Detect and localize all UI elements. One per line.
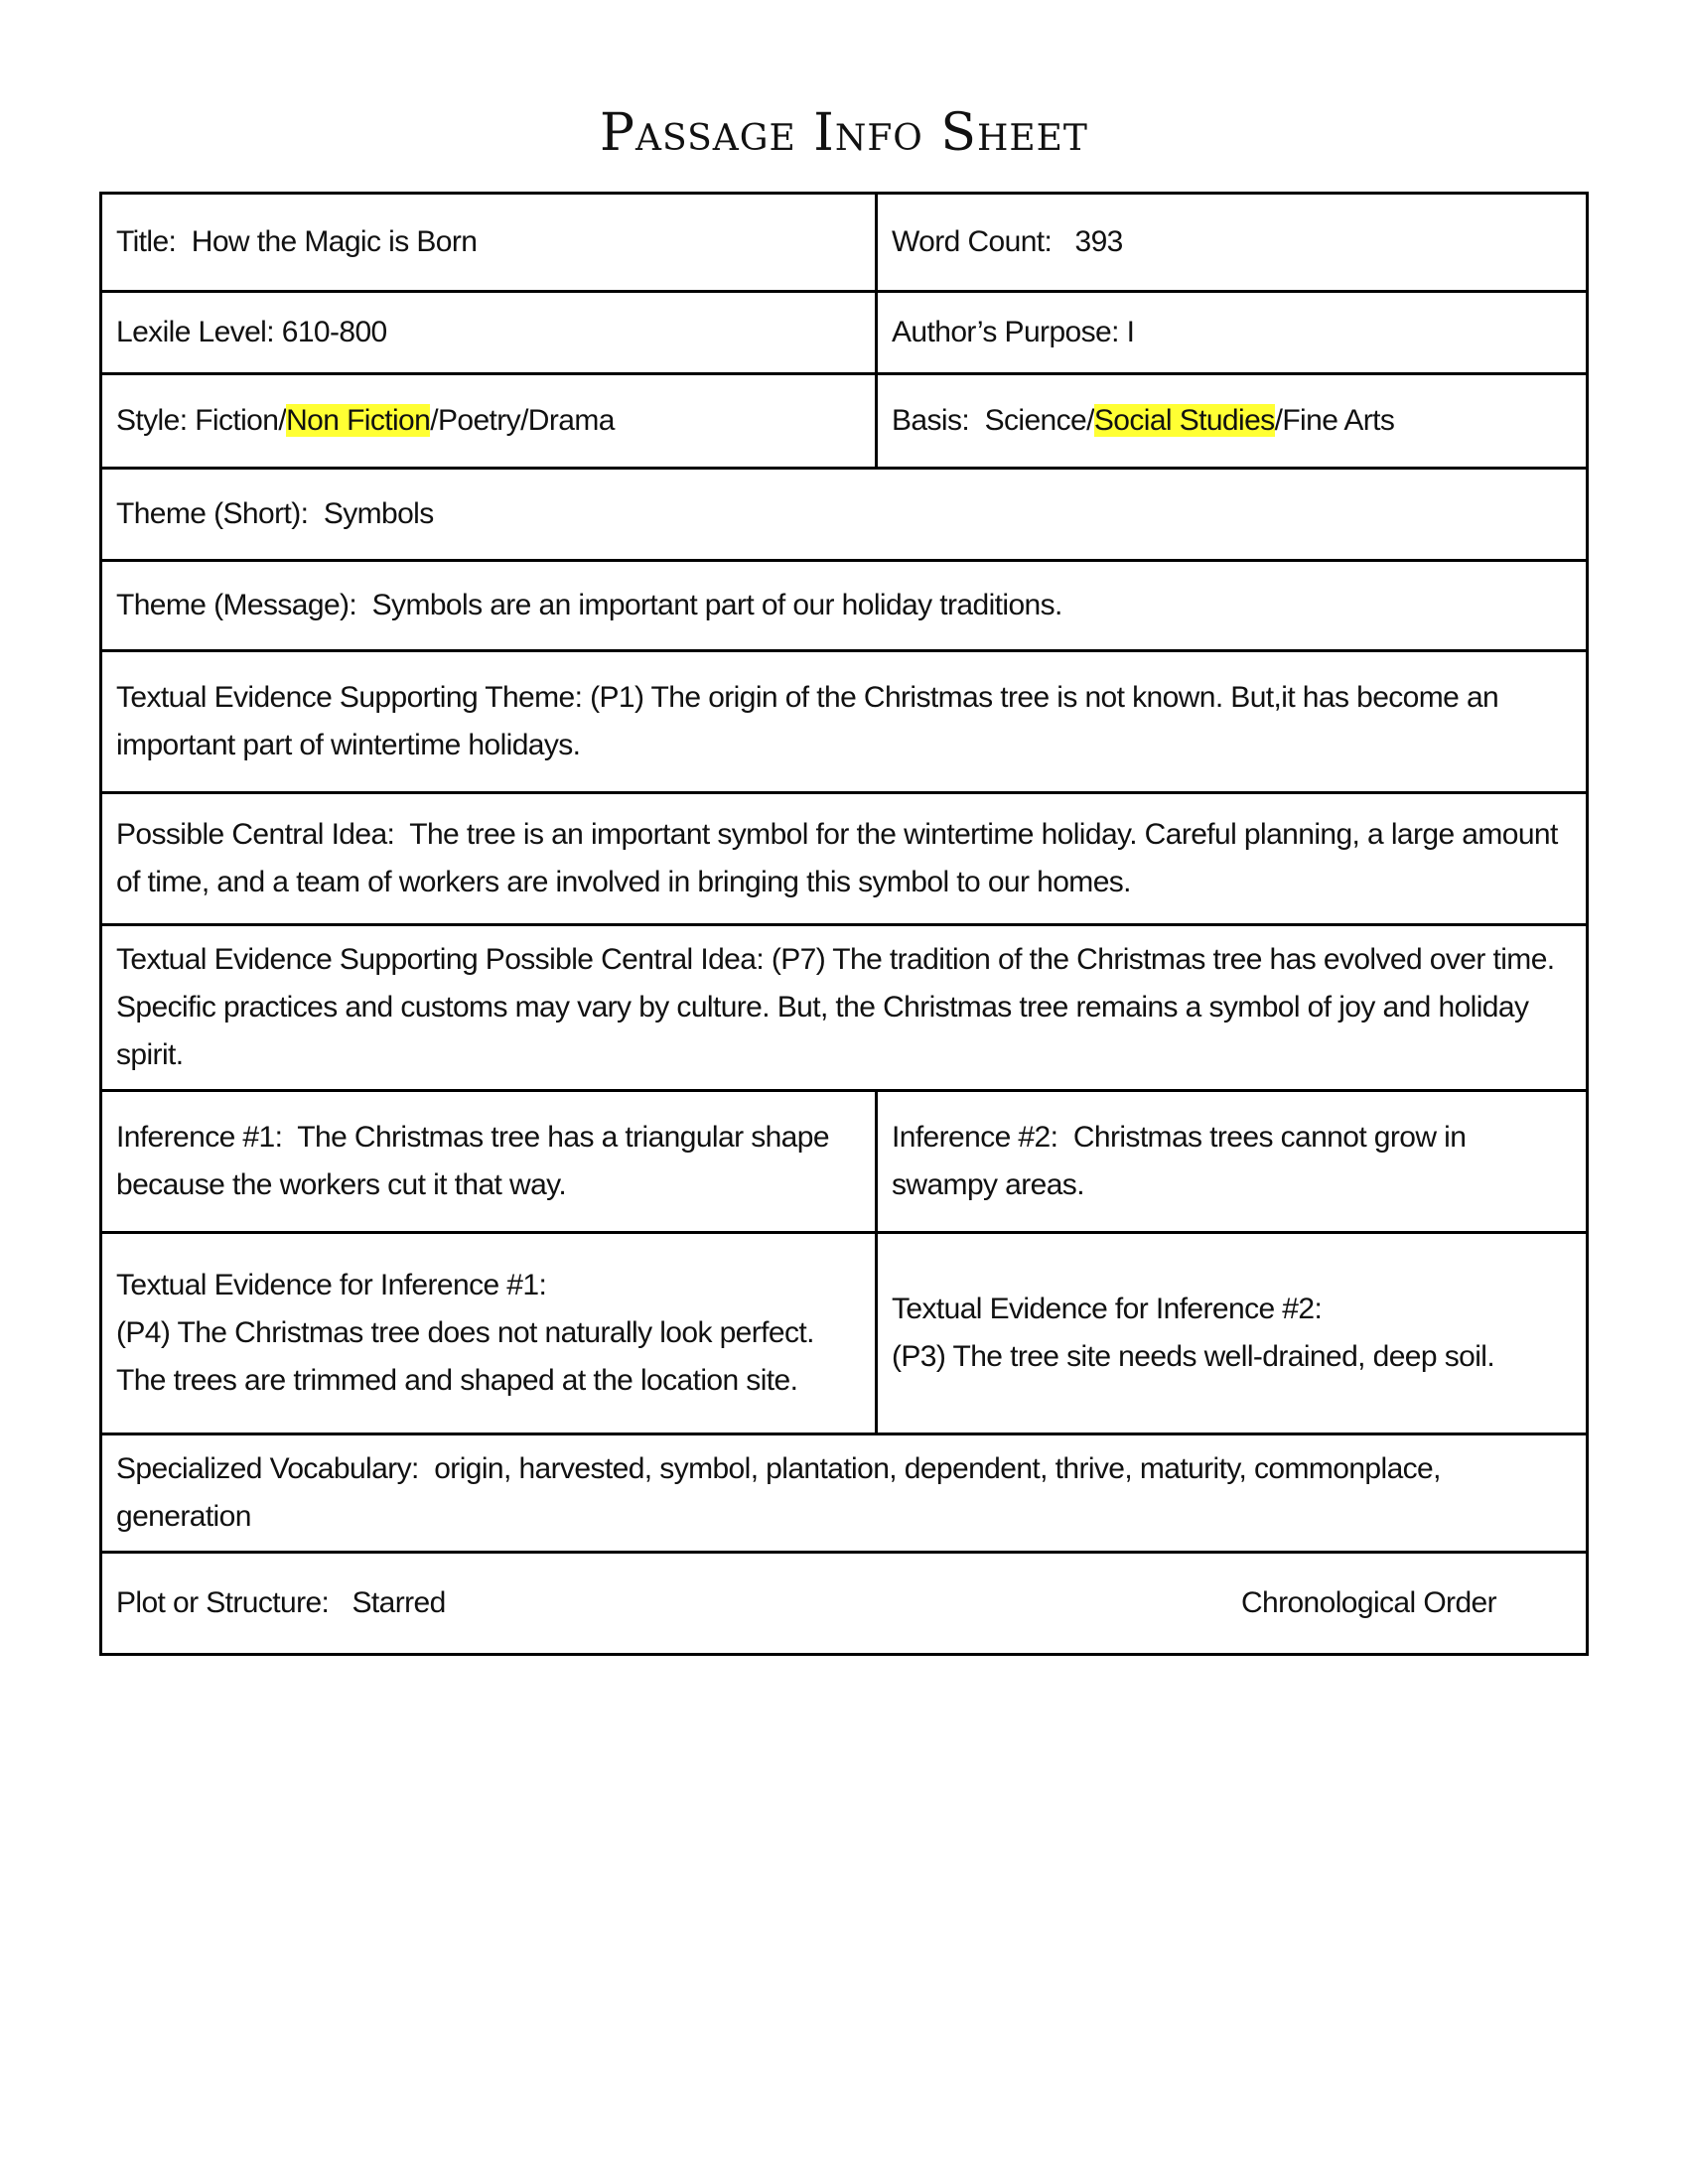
evidence-inference-1-label: Textual Evidence for Inference #1: <box>116 1269 547 1301</box>
plot-label: Plot or Structure: <box>116 1586 330 1619</box>
style-cell <box>101 374 877 469</box>
plot-cell <box>101 1553 1588 1655</box>
basis-option-rest: /Fine Arts <box>1274 404 1395 437</box>
basis-option-social-studies-highlighted: Social Studies <box>1093 404 1275 437</box>
title-value: How the Magic is Born <box>191 225 478 258</box>
evidence-theme-cell <box>101 651 1588 793</box>
theme-short-value: Symbols <box>323 497 434 530</box>
vocabulary-value: origin, harvested, symbol, plantation, dependent, thrive, maturity, commonplace, generation <box>116 1452 1441 1533</box>
vocabulary-cell <box>101 1434 1588 1553</box>
inference-1-value: The Christmas tree has a triangular shape because the workers cut it that way. <box>116 1121 829 1201</box>
purpose-label: Author’s Purpose: <box>892 316 1119 348</box>
style-label: Style: <box>116 404 188 437</box>
lexile-label: Lexile Level: <box>116 316 274 348</box>
evidence-central-value: (P7) The tradition of the Christmas tree has evolved over time. Specific practices and customs may vary by culture. But, the Christmas tree remains a symbol of joy and holiday spirit. <box>116 943 1555 1071</box>
theme-short-cell <box>101 469 1588 561</box>
lexile-value: 610-800 <box>281 316 387 348</box>
evidence-theme-value: (P1) The origin of the Christmas tree is not known. But,it has become an important part of wintertime holidays. <box>116 681 1499 761</box>
title-cell <box>101 194 877 292</box>
lexile-cell <box>101 292 877 374</box>
central-idea-value: The tree is an important symbol for the wintertime holiday. Careful planning, a large amount of time, and a team of workers are involved in bringing this symbol to our homes. <box>116 818 1558 898</box>
evidence-theme-label: Textual Evidence Supporting Theme: <box>116 681 583 714</box>
theme-short-label: Theme (Short): <box>116 497 309 530</box>
title-label: Title: <box>116 225 177 258</box>
basis-label: Basis: <box>892 404 970 437</box>
theme-message-label: Theme (Message): <box>116 589 357 621</box>
evidence-inference-2-value: (P3) The tree site needs well-drained, deep soil. <box>892 1340 1495 1373</box>
inference-1-label: Inference #1: <box>116 1121 283 1154</box>
theme-message-value: Symbols are an important part of our holiday traditions. <box>371 589 1062 621</box>
basis-cell <box>877 374 1588 469</box>
inference-2-label: Inference #2: <box>892 1121 1058 1154</box>
passage-info-table <box>99 192 1589 1656</box>
style-option-fiction: Fiction/ <box>195 404 287 437</box>
central-idea-cell <box>101 793 1588 925</box>
purpose-cell <box>877 292 1588 374</box>
style-option-nonfiction-highlighted: Non Fiction <box>286 404 431 437</box>
evidence-central-label: Textual Evidence Supporting Possible Central Idea: <box>116 943 765 976</box>
vocabulary-label: Specialized Vocabulary: <box>116 1452 419 1485</box>
evidence-inference-1-value: (P4) The Christmas tree does not naturally look perfect. The trees are trimmed and shaped at the location site. <box>116 1316 814 1397</box>
basis-option-science: Science/ <box>984 404 1094 437</box>
inference-2-value: Christmas trees cannot grow in swampy areas. <box>892 1121 1467 1201</box>
inference-1-cell <box>101 1091 877 1233</box>
word-count-value: 393 <box>1074 225 1123 258</box>
word-count-label: Word Count: <box>892 225 1053 258</box>
evidence-inference-1-cell <box>101 1233 877 1434</box>
purpose-value: I <box>1126 316 1135 348</box>
plot-structure: Chronological Order <box>1240 1586 1496 1619</box>
theme-message-cell <box>101 561 1588 651</box>
evidence-central-cell <box>101 925 1588 1091</box>
inference-2-cell <box>877 1091 1588 1233</box>
evidence-inference-2-label: Textual Evidence for Inference #2: <box>892 1293 1323 1325</box>
central-idea-label: Possible Central Idea: <box>116 818 395 851</box>
word-count-cell <box>877 194 1588 292</box>
sheet-title: Passage Info Sheet <box>600 103 1088 163</box>
style-option-rest: /Poetry/Drama <box>430 404 615 437</box>
evidence-inference-2-cell <box>877 1233 1588 1434</box>
plot-value: Starred <box>352 1586 446 1619</box>
